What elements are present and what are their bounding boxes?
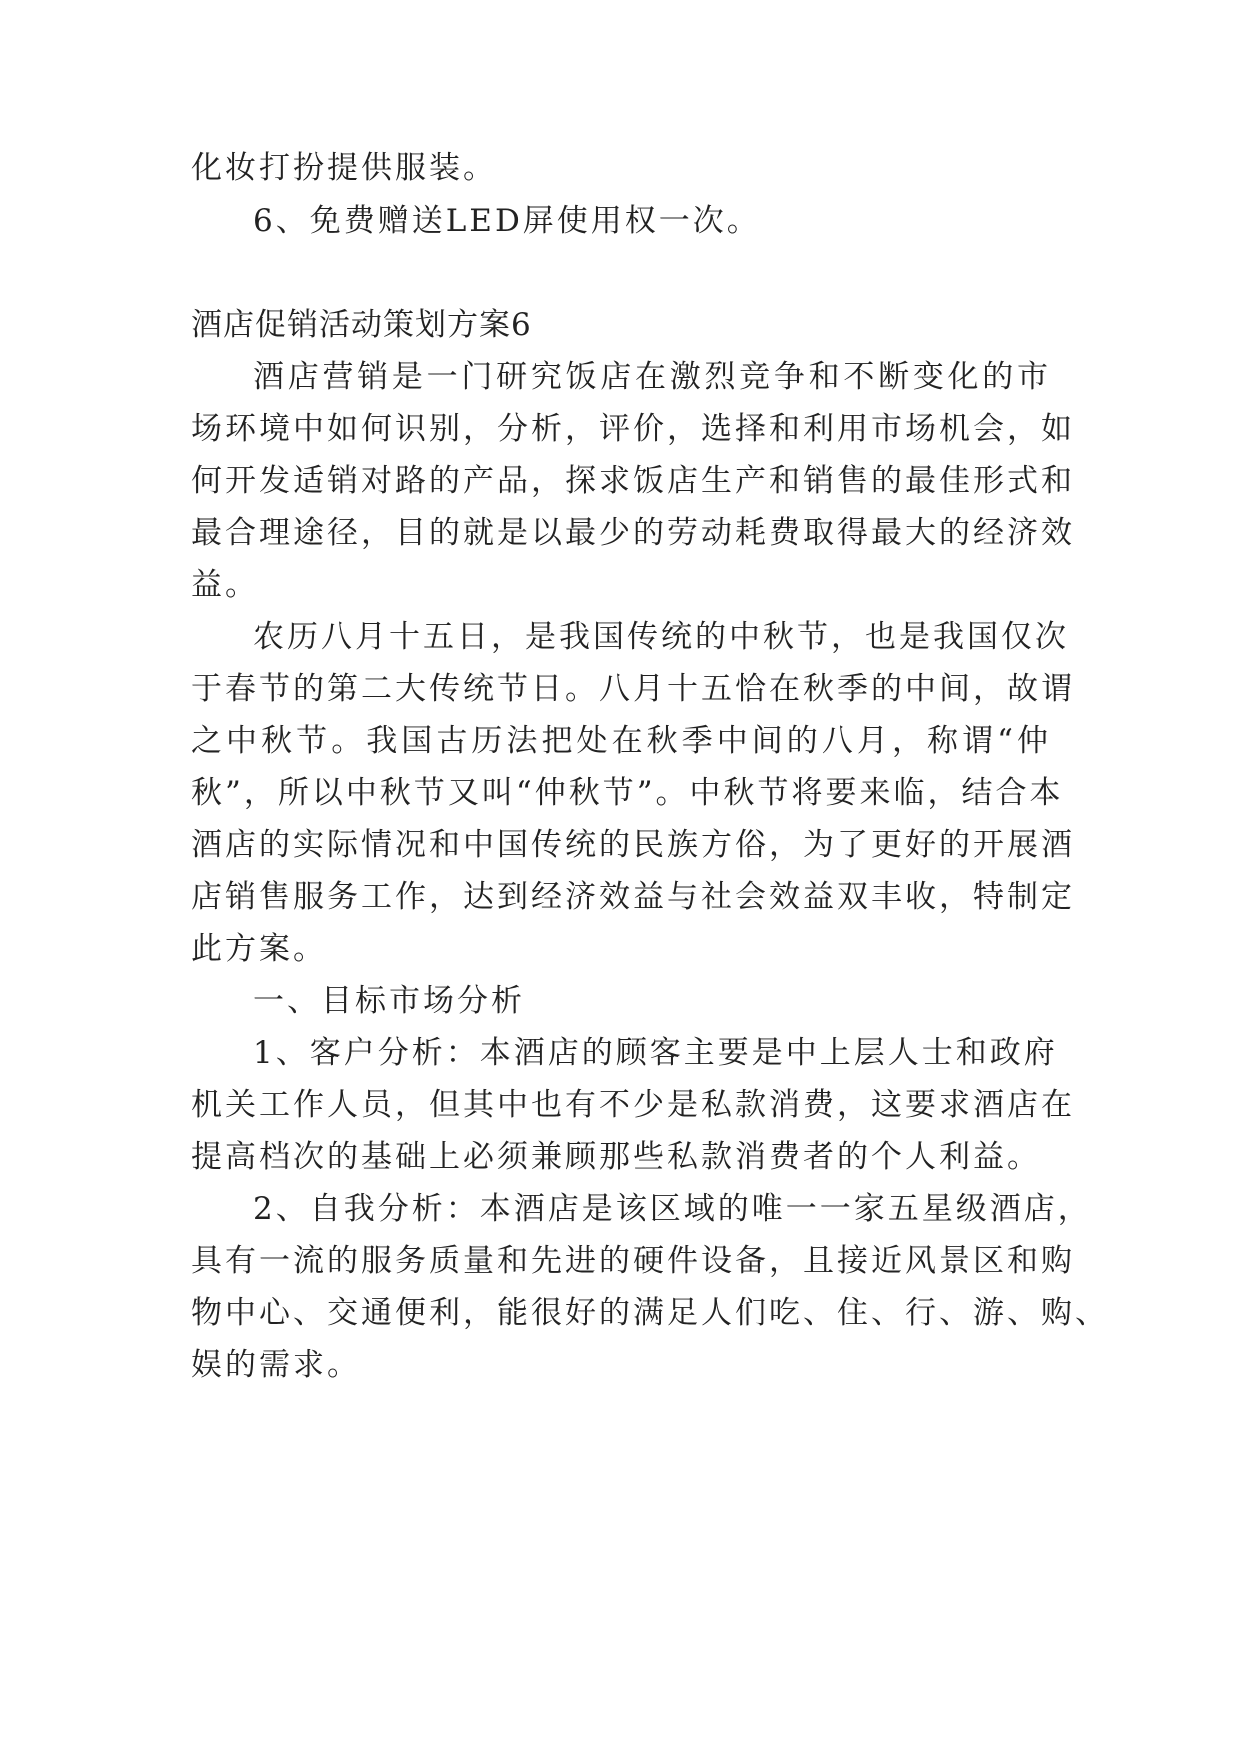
paragraph-line: 酒店的实际情况和中国传统的民族方俗，为了更好的开展酒 xyxy=(191,827,1075,863)
paragraph-line: 益。 xyxy=(191,567,259,603)
list-item-1-line: 提高档次的基础上必须兼顾那些私款消费者的个人利益。 xyxy=(191,1139,1041,1175)
paragraph-line: 之中秋节。我国古历法把处在秋季中间的八月，称谓“仲 xyxy=(191,723,1051,759)
paragraph-line: 酒店营销是一门研究饭店在激烈竞争和不断变化的市 xyxy=(253,359,1051,395)
paragraph-line: 于春节的第二大传统节日。八月十五恰在秋季的中间，故谓 xyxy=(191,671,1075,707)
paragraph-line: 秋”，所以中秋节又叫“仲秋节”。中秋节将要来临，结合本 xyxy=(191,775,1064,811)
section-title: 一、目标市场分析 xyxy=(253,983,525,1019)
paragraph-line: 农历八月十五日，是我国传统的中秋节，也是我国仅次 xyxy=(253,619,1069,655)
list-item-1-line: 1、客户分析：本酒店的顾客主要是中上层人士和政府 xyxy=(253,1035,1058,1071)
paragraph-line: 何开发适销对路的产品，探求饭店生产和销售的最佳形式和 xyxy=(191,463,1075,499)
paragraph-line: 店销售服务工作，达到经济效益与社会效益双丰收，特制定 xyxy=(191,879,1075,915)
text-line: 化妆打扮提供服装。 xyxy=(191,150,497,186)
section-heading: 酒店促销活动策划方案6 xyxy=(191,307,532,343)
list-item-2-line: 物中心、交通便利，能很好的满足人们吃、住、行、游、购、 xyxy=(191,1295,1109,1331)
paragraph-line: 此方案。 xyxy=(191,931,327,967)
paragraph-line: 最合理途径，目的就是以最少的劳动耗费取得最大的经济效 xyxy=(191,515,1075,551)
list-item-6: 6、免费赠送LED屏使用权一次。 xyxy=(253,203,761,239)
list-item-2-line: 娱的需求。 xyxy=(191,1347,361,1383)
list-item-2-line: 2、自我分析：本酒店是该区域的唯一一家五星级酒店， xyxy=(253,1191,1092,1227)
list-item-1-line: 机关工作人员，但其中也有不少是私款消费，这要求酒店在 xyxy=(191,1087,1075,1123)
list-item-2-line: 具有一流的服务质量和先进的硬件设备，且接近风景区和购 xyxy=(191,1243,1075,1279)
paragraph-line: 场环境中如何识别，分析，评价，选择和利用市场机会，如 xyxy=(191,411,1075,447)
